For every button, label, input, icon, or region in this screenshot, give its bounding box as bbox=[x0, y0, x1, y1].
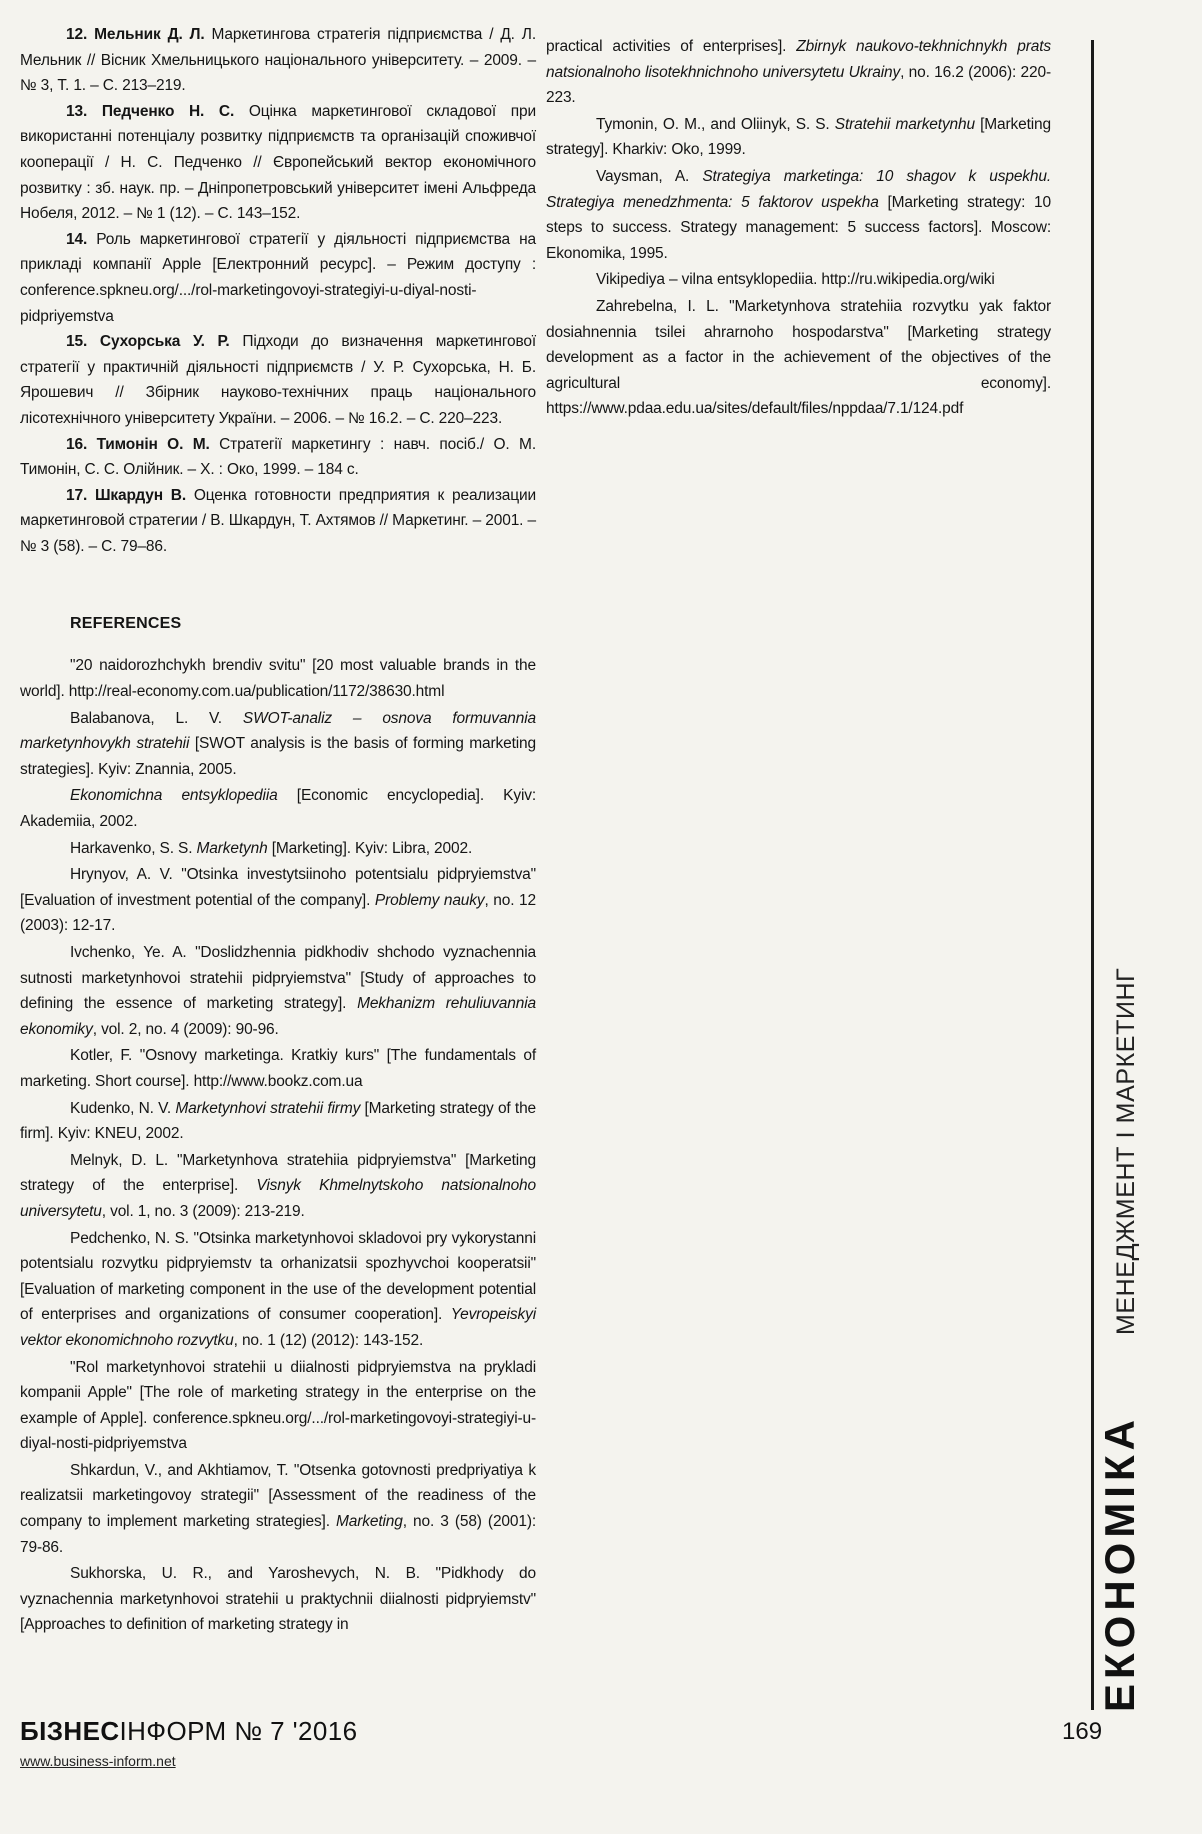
reference-text: Підходи до визначення маркетингової стратегії у практичній діяльності підприємств / У. Р. Сухорська, Н. Б. Ярошевич // Збірник науково-технічних праць національного лісотехнічного університету України. – 2006. – № 16.2. – С. 220–223. bbox=[20, 333, 536, 427]
reference-item bbox=[20, 1096, 536, 1147]
reference-number: 17. bbox=[66, 486, 88, 504]
reference-number: 12. bbox=[66, 26, 88, 43]
reference-text: Harkavenko, S. S. bbox=[70, 839, 197, 857]
journal-name-bold: БІЗНЕС bbox=[20, 1716, 120, 1746]
reference-details: [Marketing]. Kyiv: Libra, 2002. bbox=[267, 839, 473, 857]
reference-item bbox=[20, 1148, 536, 1225]
reference-item bbox=[20, 706, 536, 783]
section-label bbox=[1096, 968, 1144, 1712]
reference-details: , no. 12 (2003): 12-17. bbox=[20, 891, 536, 935]
reference-text: Ivchenko, Ye. A. "Doslidzhennia pidkhodiv shchodo vyznachennia sutnosti marketynhovoi stratehii pidpryiemstva" [Study of approaches to defining the essence of marketing strategy]. bbox=[20, 944, 536, 1013]
reference-details: [SWOT analysis is the basis of forming marketing strategies]. Kyiv: Znannia, 2005. bbox=[20, 735, 536, 778]
reference-text: Balabanova, L. V. bbox=[70, 709, 243, 727]
reference-details: [Marketing strategy of the firm]. Kyiv: KNEU, 2002. bbox=[20, 1099, 537, 1143]
reference-item bbox=[20, 836, 536, 862]
reference-details: [Economic encyclopedia]. Kyiv: Akademiia, 2002. bbox=[20, 787, 536, 831]
reference-text: Оценка готовности предприятия к реализации маркетинговой стратегии / В. Шкардун, Т. Ахтямов // Маркетинг. – 2001. – № 3 (58). – С. 79–86. bbox=[20, 486, 536, 555]
reference-item bbox=[20, 1561, 536, 1638]
reference-source-title: SWOT-analiz – osnova formuvannia marketynhovykh stratehii bbox=[20, 709, 536, 753]
reference-item bbox=[546, 267, 1051, 293]
reference-text: Pedchenko, N. S. "Otsinka marketynhovoi skladovoi pry vykorystanni potentsialu rozvytku pidpryiemstv ta orhanizatsii spozhyvchoi kooperatsii" [Evaluation of marketing component in the use of the development potential of enterprises and organizations of consumer cooperation]. bbox=[20, 1229, 536, 1324]
reference-item bbox=[546, 34, 1051, 111]
reference-text: Kudenko, N. V. bbox=[70, 1099, 176, 1117]
reference-author: Шкардун В. bbox=[94, 486, 186, 504]
reference-source-title: Stratehii marketynhu bbox=[834, 115, 975, 133]
reference-text: Стратегії маркетингу : навч. посіб./ О. М. Тимонін, С. С. Олійник. – Х. : Око, 1999. – 184 с. bbox=[20, 435, 536, 479]
reference-number: 15. bbox=[66, 333, 88, 351]
reference-item bbox=[20, 653, 536, 704]
ukrainian-reference-list bbox=[20, 22, 536, 559]
reference-item bbox=[20, 862, 536, 939]
reference-item bbox=[20, 940, 536, 1042]
reference-number: 13. bbox=[66, 102, 88, 120]
reference-details: , no. 3 (58) (2001): 79-86. bbox=[20, 1513, 536, 1556]
reference-text: Melnyk, D. L. "Marketynhova stratehiia pidpryiemstva" [Marketing strategy of the enterprise]. bbox=[20, 1151, 536, 1195]
reference-author: Сухорська У. Р. bbox=[99, 333, 230, 351]
reference-item bbox=[546, 294, 1051, 422]
reference-source-title: Zbirnyk naukovo-tekhnichnykh prats natsionalnoho lisotekhnichnoho universytetu Ukrainy bbox=[546, 38, 1051, 81]
reference-number: 16. bbox=[66, 435, 88, 453]
reference-text: Zahrebelna, I. L. "Marketynhova stratehiia rozvytku yak faktor dosiahnennia tsilei ahrarnoho hospodarstva" [Marketing strategy development as a factor in the achievement of the objectives of the agricultural economy]. https://www.pdaa.edu.ua/sites/default/files/nppdaa/7.1/124.pdf bbox=[546, 297, 1051, 418]
reference-item bbox=[20, 227, 536, 329]
reference-details: , no. 1 (12) (2012): 143-152. bbox=[233, 1331, 424, 1349]
reference-source-title: Strategiya marketinga: 10 shagov k uspekhu. Strategiya menedzhmenta: 5 faktorov uspekha bbox=[546, 167, 1051, 211]
reference-item bbox=[20, 1355, 536, 1457]
footer bbox=[20, 1716, 357, 1769]
reference-text: Оцінка маркетингової складової при використанні потенціалу розвитку підприємств та організацій споживчої кооперації / Н. С. Педченко // Європейський вектор економічного розвитку : зб. наук. пр. – Дніпропетровський університет імені Альфреда Нобеля, 2012. – № 1 (12). – С. 143–152. bbox=[20, 102, 536, 223]
reference-item bbox=[20, 432, 536, 483]
reference-source-title: Yevropeiskyi vektor ekonomichnoho rozvytku bbox=[20, 1306, 536, 1349]
reference-details: , vol. 1, no. 3 (2009): 213-219. bbox=[101, 1202, 305, 1220]
reference-text: "20 naidorozhchykh brendiv svitu" [20 most valuable brands in the world]. http://real-economy.com.ua/publication/1172/38630.html bbox=[20, 657, 536, 701]
reference-text: Shkardun, V., and Akhtiamov, T. "Otsenka gotovnosti predpriyatiya k realizatsii marketingovoy strategii" [Assessment of the readiness of the company to implement marketing strategies]. bbox=[20, 1461, 536, 1531]
reference-source-title: Marketing bbox=[336, 1513, 403, 1531]
reference-item bbox=[20, 99, 536, 227]
reference-source-title: Ekonomichna entsyklopediia bbox=[70, 787, 278, 805]
left-column bbox=[20, 22, 536, 1639]
section-divider-line bbox=[1091, 40, 1094, 1710]
reference-number: 14. bbox=[66, 230, 88, 248]
reference-item bbox=[20, 22, 536, 99]
reference-text: Sukhorska, U. R., and Yaroshevych, N. B. "Pidkhody do vyznachennia marketynhovoi stratehii u praktychnii diialnosti pidpryiemstv" [Approaches to definition of marketing strategy in bbox=[20, 1565, 536, 1634]
page-number: 169 bbox=[1062, 1718, 1103, 1745]
reference-item bbox=[20, 783, 536, 834]
english-reference-list-left bbox=[20, 653, 536, 1638]
reference-text: Tymonin, O. M., and Oliinyk, S. S. bbox=[596, 115, 835, 133]
reference-item bbox=[546, 112, 1051, 163]
reference-text: "Rol marketynhovoi stratehii u diialnosti pidpryiemstva na prykladi kompanii Apple" [The role of marketing strategy in the enterprise on the example of Apple]. conference.spkneu.org/.../rol-marketingovoyi-strategiyi-u-diyal-nosti-pidpriyemstva bbox=[20, 1358, 536, 1453]
reference-details: , vol. 2, no. 4 (2009): 90-96. bbox=[92, 1020, 279, 1038]
reference-details: , no. 16.2 (2006): 220-223. bbox=[546, 63, 1051, 107]
journal-url[interactable]: www.business-inform.net bbox=[20, 1753, 176, 1769]
reference-item bbox=[20, 1226, 536, 1354]
reference-item bbox=[546, 164, 1051, 266]
reference-item bbox=[20, 329, 536, 431]
reference-text: Hrynyov, A. V. "Otsinka investytsiinoho potentsialu pidpryiemstva" [Evaluation of investment potential of the company]. bbox=[20, 866, 536, 909]
reference-author: Мельник Д. Л. bbox=[94, 26, 205, 43]
reference-author: Тимонін О. М. bbox=[96, 435, 210, 453]
reference-text: Kotler, F. "Osnovy marketinga. Kratkiy kurs" [The fundamentals of marketing. Short course]. http://www.bookz.com.ua bbox=[20, 1047, 536, 1090]
reference-details: [Marketing strategy: 10 steps to success. Strategy management: 5 success factors]. Moscow: Ekonomika, 1995. bbox=[546, 193, 1051, 262]
reference-item bbox=[20, 1458, 536, 1560]
reference-item bbox=[20, 1043, 536, 1094]
journal-name-rest: ІНФОРМ № 7 '2016 bbox=[119, 1716, 358, 1746]
section-subtitle: МЕНЕДЖМЕНТ І МАРКЕТИНГ bbox=[1112, 967, 1140, 1336]
reference-source-title: Marketynhovi stratehii firmy bbox=[175, 1099, 361, 1117]
reference-source-title: Problemy nauky bbox=[374, 891, 485, 909]
section-title: ЕКОНОМІКА bbox=[1096, 1415, 1143, 1712]
reference-item bbox=[20, 483, 536, 560]
english-reference-list-right bbox=[546, 34, 1051, 422]
references-heading: REFERENCES bbox=[70, 615, 182, 633]
reference-text: Маркетингова стратегія підприємства / Д. Л. Мельник // Вісник Хмельницького національного університету. – 2009. – № 3, Т. 1. – С. 213–219. bbox=[20, 26, 536, 95]
journal-name bbox=[20, 1716, 357, 1747]
reference-source-title: Marketynh bbox=[196, 839, 268, 857]
reference-source-title: Mekhanizm rehuliuvannia ekonomiky bbox=[20, 995, 536, 1038]
reference-author: Педченко Н. С. bbox=[101, 102, 235, 120]
reference-text: practical activities of enterprises]. bbox=[546, 38, 797, 55]
right-column bbox=[546, 34, 1051, 423]
reference-details: [Marketing strategy]. Kharkiv: Oko, 1999. bbox=[546, 115, 1051, 159]
reference-text: Vikipediya – vilna entsyklopediia. http://ru.wikipedia.org/wiki bbox=[596, 271, 995, 289]
reference-text: Роль маркетингової стратегії у діяльності підприємства на прикладі компанії Apple [Електронний ресурс]. – Режим доступу : conference.spkneu.org/.../rol-marketingovoyi-strategiyi-u-diyal-nosti-pidpriyemstva bbox=[20, 230, 536, 325]
reference-source-title: Visnyk Khmelnytskoho natsionalnoho universytetu bbox=[20, 1177, 536, 1220]
reference-text: Vaysman, A. bbox=[596, 167, 703, 185]
